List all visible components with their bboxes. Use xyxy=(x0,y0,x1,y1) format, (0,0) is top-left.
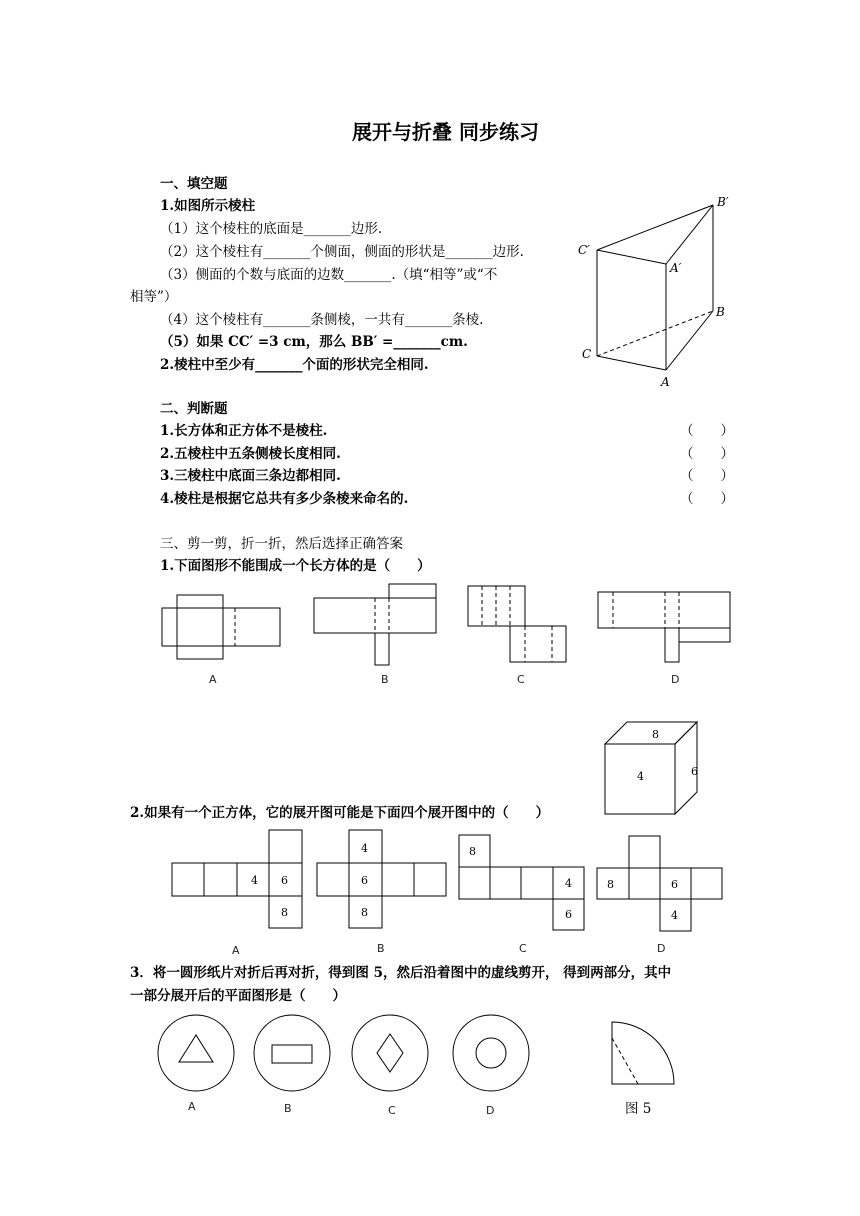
cube-nets xyxy=(170,830,730,960)
cube-net-a xyxy=(172,830,302,928)
net-d-face-4: 4 xyxy=(671,909,678,922)
vertex-a-prime: A′ xyxy=(670,261,682,275)
judge-item-3: 3.三棱柱中底面三条边都相同. xyxy=(160,468,341,484)
cube-net-label-d: D xyxy=(657,942,666,955)
net-label-c: C xyxy=(517,673,525,686)
q1-1-5-text: （5）如果 CC′ =3 cm，那么 BB′ =_______cm. xyxy=(160,334,468,350)
cube-figure xyxy=(600,720,720,820)
circle-label-b: B xyxy=(284,1102,292,1115)
circle-option-a xyxy=(158,1015,234,1091)
q3-3-cont: 一部分展开后的平面图形是（ ） xyxy=(130,988,346,1004)
cube-net-label-b: B xyxy=(377,942,385,955)
cube-side-face: 6 xyxy=(691,765,698,778)
q1-1-3-text: （3）侧面的个数与底面的边数_______.（填“相等”或“不 xyxy=(160,267,498,283)
q1-1-text: 1.如图所示棱柱 xyxy=(160,198,256,214)
cube-net-b xyxy=(317,830,446,928)
answer-bracket-3: （ ） xyxy=(680,468,734,484)
circle-option-b xyxy=(254,1015,330,1091)
circle-option-c xyxy=(352,1015,428,1091)
net-a-face-4: 4 xyxy=(251,874,258,887)
figure-5-label: 图 5 xyxy=(625,1101,652,1117)
circle-option-d xyxy=(453,1015,529,1091)
circle-label-d: D xyxy=(486,1104,495,1117)
cube-net-label-c: C xyxy=(519,942,527,955)
judge-item-1: 1.长方体和正方体不是棱柱. xyxy=(160,423,328,439)
vertex-b-prime: B′ xyxy=(717,195,729,209)
cube-front-face: 4 xyxy=(637,770,644,783)
net-c-face-4: 4 xyxy=(565,877,572,890)
q1-1-1-text: （1）这个棱柱的底面是_______边形. xyxy=(160,221,383,237)
cuboid-nets xyxy=(160,590,760,690)
section3-heading: 三、剪一剪，折一折，然后选择正确答案 xyxy=(160,536,403,552)
vertex-c-prime: C′ xyxy=(578,243,590,257)
net-d-face-8: 8 xyxy=(607,878,614,891)
net-b-face-4: 4 xyxy=(361,842,368,855)
q1-1-2-text: （2）这个棱柱有_______个侧面，侧面的形状是_______边形. xyxy=(160,244,524,260)
circle-label-c: C xyxy=(388,1104,396,1117)
circle-options xyxy=(150,1010,690,1120)
answer-bracket-1: （ ） xyxy=(680,423,734,439)
cube-net-c xyxy=(459,835,584,930)
net-label-d: D xyxy=(671,673,680,686)
cuboid-net-a xyxy=(162,595,280,659)
cuboid-net-d xyxy=(598,592,730,662)
cuboid-net-c xyxy=(468,586,566,662)
net-c-face-6: 6 xyxy=(565,908,572,921)
prism-figure xyxy=(570,190,750,390)
answer-bracket-2: （ ） xyxy=(680,446,734,462)
figure-5 xyxy=(612,1022,674,1084)
q1-1-4-text: （4）这个棱柱有_______条侧棱，一共有_______条棱. xyxy=(160,312,484,328)
net-c-face-8: 8 xyxy=(469,845,476,858)
net-a-face-8: 8 xyxy=(281,906,288,919)
q3-2-text: 2.如果有一个正方体，它的展开图可能是下面四个展开图中的（ ） xyxy=(130,805,550,821)
cube-net-label-a: A xyxy=(232,944,240,957)
answer-bracket-4: （ ） xyxy=(680,491,734,507)
net-b-face-8: 8 xyxy=(361,906,368,919)
cuboid-net-b xyxy=(314,584,436,665)
circle-label-a: A xyxy=(188,1100,196,1113)
vertex-c: C xyxy=(582,347,592,361)
cube-net-d xyxy=(597,836,722,931)
net-d-face-6: 6 xyxy=(671,878,678,891)
section1-heading: 一、填空题 xyxy=(160,176,228,192)
page-title: 展开与折叠 同步练习 xyxy=(352,120,539,144)
q3-1-text: 1.下面图形不能围成一个长方体的是（ ） xyxy=(160,558,431,574)
q1-2-text: 2.棱柱中至少有_______个面的形状完全相同. xyxy=(160,357,429,373)
net-label-b: B xyxy=(381,673,389,686)
vertex-a: A xyxy=(661,375,670,389)
q1-1-3-cont: 相等”） xyxy=(130,289,178,305)
section2-heading: 二、判断题 xyxy=(160,401,228,417)
judge-item-2: 2.五棱柱中五条侧棱长度相同. xyxy=(160,446,341,462)
net-a-face-6: 6 xyxy=(281,874,288,887)
vertex-b: B xyxy=(716,305,725,319)
q3-3-text: 3．将一圆形纸片对折后再对折，得到图 5，然后沿着图中的虚线剪开， 得到两部分，其中 xyxy=(130,965,672,981)
cube-top-face: 8 xyxy=(652,728,659,741)
judge-item-4: 4.棱柱是根据它总共有多少条棱来命名的. xyxy=(160,491,409,507)
net-b-face-6: 6 xyxy=(361,874,368,887)
net-label-a: A xyxy=(209,673,217,686)
